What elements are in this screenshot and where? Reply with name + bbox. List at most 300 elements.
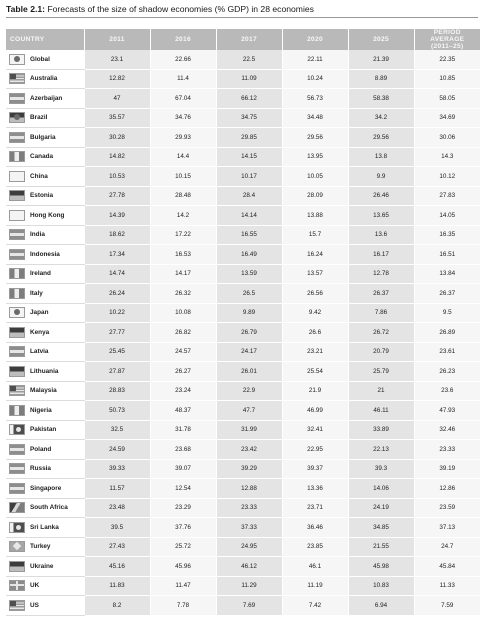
value-cell-2025: 13.8 [348, 147, 414, 167]
header-2020: 2020 [282, 29, 348, 50]
table-row [6, 50, 480, 69]
value-cell-2011: 26.24 [84, 284, 150, 304]
sri-lanka-flag-icon [9, 522, 25, 533]
japan-flag-icon [9, 307, 25, 318]
country-cell [6, 128, 84, 148]
value-cell-2011: 39.5 [84, 518, 150, 538]
value-cell-2017: 37.33 [216, 518, 282, 538]
value-cell-2011: 35.57 [84, 108, 150, 128]
country-cell [6, 498, 84, 518]
country-cell [6, 459, 84, 479]
value-cell-2011: 12.82 [84, 69, 150, 89]
country-name: Poland [30, 445, 52, 453]
value-cell-2016: 26.82 [150, 323, 216, 343]
value-cell-2016: 10.08 [150, 303, 216, 323]
value-cell-2020: 46.1 [282, 557, 348, 577]
value-cell-2016: 14.17 [150, 264, 216, 284]
country-cell [6, 537, 84, 557]
country-cell [6, 264, 84, 284]
value-cell-2025: 46.11 [348, 401, 414, 421]
header-2011: 2011 [84, 29, 150, 50]
indonesia-flag-icon [9, 249, 25, 260]
value-cell-period-average: 14.05 [414, 206, 480, 226]
value-cell-period-average: 7.59 [414, 596, 480, 616]
header-2025: 2025 [348, 29, 414, 50]
value-cell-2017: 23.33 [216, 498, 282, 518]
value-cell-2017: 11.09 [216, 69, 282, 89]
value-cell-2011: 27.43 [84, 537, 150, 557]
value-cell-period-average: 12.86 [414, 479, 480, 499]
value-cell-2025: 10.83 [348, 576, 414, 596]
country-name: Italy [30, 289, 43, 297]
value-cell-2017: 14.14 [216, 206, 282, 226]
country-name: Turkey [30, 543, 51, 551]
value-cell-2020: 23.21 [282, 342, 348, 362]
country-name: Ukraine [30, 562, 54, 570]
table-row [6, 479, 480, 499]
value-cell-2016: 14.4 [150, 147, 216, 167]
value-cell-2016: 11.4 [150, 69, 216, 89]
estonia-flag-icon [9, 190, 25, 201]
country-cell [6, 420, 84, 440]
value-cell-2017: 11.29 [216, 576, 282, 596]
value-cell-2025: 45.98 [348, 557, 414, 577]
table-row [6, 381, 480, 401]
value-cell-2020: 15.7 [282, 225, 348, 245]
value-cell-2025: 9.9 [348, 167, 414, 187]
value-cell-period-average: 37.13 [414, 518, 480, 538]
value-cell-2017: 10.17 [216, 167, 282, 187]
country-name: Japan [30, 309, 49, 317]
ireland-flag-icon [9, 268, 25, 279]
table-row [6, 303, 480, 323]
country-cell [6, 381, 84, 401]
value-cell-2016: 24.57 [150, 342, 216, 362]
country-cell [6, 440, 84, 460]
value-cell-2020: 28.09 [282, 186, 348, 206]
value-cell-2011: 32.5 [84, 420, 150, 440]
header-country: COUNTRY [6, 29, 84, 50]
value-cell-2011: 11.83 [84, 576, 150, 596]
value-cell-2011: 45.16 [84, 557, 150, 577]
globe-flag-icon [9, 54, 25, 65]
value-cell-2017: 46.12 [216, 557, 282, 577]
value-cell-period-average: 58.05 [414, 89, 480, 109]
value-cell-2020: 10.05 [282, 167, 348, 187]
kenya-flag-icon [9, 327, 25, 338]
value-cell-period-average: 27.83 [414, 186, 480, 206]
country-cell [6, 557, 84, 577]
value-cell-2020: 7.42 [282, 596, 348, 616]
value-cell-2016: 11.47 [150, 576, 216, 596]
value-cell-2017: 47.7 [216, 401, 282, 421]
value-cell-2016: 10.15 [150, 167, 216, 187]
table-row [6, 498, 480, 518]
value-cell-period-average: 32.46 [414, 420, 480, 440]
value-cell-2011: 39.33 [84, 459, 150, 479]
value-cell-2011: 11.57 [84, 479, 150, 499]
uk-flag-icon [9, 580, 25, 591]
country-cell [6, 479, 84, 499]
country-cell [6, 342, 84, 362]
value-cell-2016: 48.37 [150, 401, 216, 421]
value-cell-period-average: 10.85 [414, 69, 480, 89]
value-cell-2025: 13.6 [348, 225, 414, 245]
country-name: Lithuania [30, 367, 59, 375]
value-cell-2020: 26.6 [282, 323, 348, 343]
country-cell [6, 401, 84, 421]
value-cell-2016: 39.07 [150, 459, 216, 479]
value-cell-2016: 28.48 [150, 186, 216, 206]
value-cell-2017: 26.01 [216, 362, 282, 382]
value-cell-2020: 56.73 [282, 89, 348, 109]
country-cell [6, 69, 84, 89]
country-name: Pakistan [30, 426, 57, 434]
value-cell-2025: 20.79 [348, 342, 414, 362]
header-period-average: PERIOD AVERAGE (2011–25) [414, 29, 480, 50]
table-row [6, 518, 480, 538]
value-cell-period-average: 16.51 [414, 245, 480, 265]
country-cell [6, 576, 84, 596]
malaysia-flag-icon [9, 385, 25, 396]
value-cell-period-average: 39.19 [414, 459, 480, 479]
value-cell-period-average: 14.3 [414, 147, 480, 167]
value-cell-2025: 7.86 [348, 303, 414, 323]
table-caption [6, 3, 478, 18]
value-cell-2016: 31.78 [150, 420, 216, 440]
header-2017: 2017 [216, 29, 282, 50]
value-cell-2020: 9.42 [282, 303, 348, 323]
country-name: India [30, 231, 45, 239]
value-cell-2025: 12.78 [348, 264, 414, 284]
value-cell-2025: 26.72 [348, 323, 414, 343]
table-row [6, 69, 480, 89]
table-row [6, 576, 480, 596]
value-cell-2017: 23.42 [216, 440, 282, 460]
value-cell-2017: 26.79 [216, 323, 282, 343]
value-cell-2011: 25.45 [84, 342, 150, 362]
nigeria-flag-icon [9, 405, 25, 416]
value-cell-2016: 37.76 [150, 518, 216, 538]
value-cell-2016: 34.76 [150, 108, 216, 128]
value-cell-period-average: 26.37 [414, 284, 480, 304]
value-cell-2011: 28.83 [84, 381, 150, 401]
value-cell-2016: 45.96 [150, 557, 216, 577]
country-name: Global [30, 55, 50, 63]
value-cell-2025: 8.89 [348, 69, 414, 89]
value-cell-2017: 16.55 [216, 225, 282, 245]
value-cell-period-average: 23.33 [414, 440, 480, 460]
country-name: Australia [30, 75, 58, 83]
table-row [6, 596, 480, 616]
value-cell-2016: 14.2 [150, 206, 216, 226]
value-cell-2020: 10.24 [282, 69, 348, 89]
value-cell-2011: 27.87 [84, 362, 150, 382]
country-cell [6, 147, 84, 167]
value-cell-2011: 10.53 [84, 167, 150, 187]
header-2016: 2016 [150, 29, 216, 50]
value-cell-2016: 12.54 [150, 479, 216, 499]
value-cell-2017: 29.85 [216, 128, 282, 148]
value-cell-2011: 30.28 [84, 128, 150, 148]
table-row [6, 264, 480, 284]
australia-flag-icon [9, 73, 25, 84]
value-cell-period-average: 9.5 [414, 303, 480, 323]
ukraine-flag-icon [9, 561, 25, 572]
value-cell-2025: 13.65 [348, 206, 414, 226]
value-cell-2017: 22.5 [216, 50, 282, 69]
country-cell [6, 108, 84, 128]
table-row [6, 186, 480, 206]
italy-flag-icon [9, 288, 25, 299]
value-cell-2025: 21.39 [348, 50, 414, 69]
value-cell-2020: 29.56 [282, 128, 348, 148]
value-cell-2011: 47 [84, 89, 150, 109]
value-cell-period-average: 22.35 [414, 50, 480, 69]
value-cell-2011: 27.78 [84, 186, 150, 206]
country-name: UK [30, 582, 40, 590]
country-name: Brazil [30, 114, 48, 122]
latvia-flag-icon [9, 346, 25, 357]
value-cell-2020: 46.99 [282, 401, 348, 421]
value-cell-period-average: 23.59 [414, 498, 480, 518]
country-name: China [30, 172, 48, 180]
value-cell-2020: 32.41 [282, 420, 348, 440]
value-cell-2016: 16.53 [150, 245, 216, 265]
value-cell-2020: 13.36 [282, 479, 348, 499]
table-row [6, 459, 480, 479]
pakistan-flag-icon [9, 424, 25, 435]
country-cell [6, 518, 84, 538]
country-name: Kenya [30, 328, 50, 336]
value-cell-2020: 13.95 [282, 147, 348, 167]
country-cell [6, 89, 84, 109]
country-name: Azerbaijan [30, 94, 63, 102]
table-row [6, 108, 480, 128]
value-cell-period-average: 16.35 [414, 225, 480, 245]
value-cell-2025: 26.46 [348, 186, 414, 206]
value-cell-2011: 27.77 [84, 323, 150, 343]
table-row [6, 167, 480, 187]
table-row [6, 206, 480, 226]
lithuania-flag-icon [9, 366, 25, 377]
country-cell [6, 167, 84, 187]
value-cell-2025: 34.85 [348, 518, 414, 538]
country-cell [6, 186, 84, 206]
table-row [6, 284, 480, 304]
south-africa-flag-icon [9, 502, 25, 513]
value-cell-2025: 25.79 [348, 362, 414, 382]
value-cell-2025: 21.55 [348, 537, 414, 557]
value-cell-2016: 7.78 [150, 596, 216, 616]
value-cell-2025: 16.17 [348, 245, 414, 265]
country-cell [6, 50, 84, 69]
value-cell-2020: 16.24 [282, 245, 348, 265]
country-cell [6, 225, 84, 245]
table-row [6, 89, 480, 109]
country-name: Sri Lanka [30, 523, 59, 531]
value-cell-period-average: 34.69 [414, 108, 480, 128]
table-row [6, 537, 480, 557]
value-cell-2020: 26.56 [282, 284, 348, 304]
value-cell-2017: 24.95 [216, 537, 282, 557]
country-cell [6, 303, 84, 323]
value-cell-2025: 58.38 [348, 89, 414, 109]
value-cell-2017: 7.69 [216, 596, 282, 616]
shadow-economy-table [6, 29, 480, 616]
value-cell-2017: 31.99 [216, 420, 282, 440]
value-cell-2016: 26.32 [150, 284, 216, 304]
value-cell-2017: 14.15 [216, 147, 282, 167]
value-cell-2017: 28.4 [216, 186, 282, 206]
country-name: Indonesia [30, 250, 60, 258]
value-cell-2025: 14.06 [348, 479, 414, 499]
value-cell-2016: 23.68 [150, 440, 216, 460]
table-row [6, 557, 480, 577]
value-cell-period-average: 30.06 [414, 128, 480, 148]
value-cell-2017: 16.49 [216, 245, 282, 265]
value-cell-period-average: 26.89 [414, 323, 480, 343]
value-cell-period-average: 23.61 [414, 342, 480, 362]
value-cell-2025: 34.2 [348, 108, 414, 128]
table-header-row [6, 29, 480, 50]
value-cell-period-average: 47.93 [414, 401, 480, 421]
value-cell-2016: 26.27 [150, 362, 216, 382]
value-cell-period-average: 24.7 [414, 537, 480, 557]
value-cell-2025: 26.37 [348, 284, 414, 304]
value-cell-2011: 14.74 [84, 264, 150, 284]
poland-flag-icon [9, 444, 25, 455]
value-cell-period-average: 45.84 [414, 557, 480, 577]
value-cell-2017: 34.75 [216, 108, 282, 128]
value-cell-2025: 22.13 [348, 440, 414, 460]
value-cell-2025: 39.3 [348, 459, 414, 479]
brazil-flag-icon [9, 112, 25, 123]
country-name: Russia [30, 465, 51, 473]
russia-flag-icon [9, 463, 25, 474]
value-cell-2011: 17.34 [84, 245, 150, 265]
value-cell-2025: 24.19 [348, 498, 414, 518]
country-cell [6, 245, 84, 265]
value-cell-2017: 26.5 [216, 284, 282, 304]
value-cell-2017: 12.88 [216, 479, 282, 499]
country-name: Malaysia [30, 387, 57, 395]
country-name: Nigeria [30, 406, 52, 414]
table-row [6, 342, 480, 362]
country-cell [6, 596, 84, 616]
table-row [6, 323, 480, 343]
value-cell-2017: 13.59 [216, 264, 282, 284]
table-row [6, 225, 480, 245]
value-cell-2020: 11.19 [282, 576, 348, 596]
azerbaijan-flag-icon [9, 93, 25, 104]
india-flag-icon [9, 229, 25, 240]
country-name: Hong Kong [30, 211, 65, 219]
value-cell-2020: 22.95 [282, 440, 348, 460]
value-cell-2011: 8.2 [84, 596, 150, 616]
value-cell-2011: 23.48 [84, 498, 150, 518]
value-cell-2020: 22.11 [282, 50, 348, 69]
value-cell-2016: 22.66 [150, 50, 216, 69]
country-cell [6, 323, 84, 343]
table-body [6, 50, 480, 615]
country-name: Canada [30, 153, 54, 161]
table-row [6, 128, 480, 148]
turkey-flag-icon [9, 541, 25, 552]
table-row [6, 401, 480, 421]
table-row [6, 420, 480, 440]
caption-text: Forecasts of the size of shadow economies (% GDP) in 28 economies [45, 4, 314, 14]
value-cell-2017: 22.9 [216, 381, 282, 401]
country-cell [6, 284, 84, 304]
value-cell-2011: 50.73 [84, 401, 150, 421]
country-name: South Africa [30, 504, 68, 512]
bulgaria-flag-icon [9, 132, 25, 143]
country-cell [6, 362, 84, 382]
value-cell-period-average: 10.12 [414, 167, 480, 187]
value-cell-2017: 24.17 [216, 342, 282, 362]
value-cell-2020: 23.71 [282, 498, 348, 518]
value-cell-2020: 34.48 [282, 108, 348, 128]
value-cell-2020: 23.85 [282, 537, 348, 557]
value-cell-2016: 29.93 [150, 128, 216, 148]
value-cell-2017: 66.12 [216, 89, 282, 109]
country-cell [6, 206, 84, 226]
value-cell-2011: 14.39 [84, 206, 150, 226]
value-cell-period-average: 13.84 [414, 264, 480, 284]
singapore-flag-icon [9, 483, 25, 494]
value-cell-period-average: 11.33 [414, 576, 480, 596]
value-cell-2020: 13.57 [282, 264, 348, 284]
value-cell-2011: 24.59 [84, 440, 150, 460]
table-row [6, 440, 480, 460]
value-cell-2011: 10.22 [84, 303, 150, 323]
value-cell-2025: 29.56 [348, 128, 414, 148]
value-cell-2020: 13.88 [282, 206, 348, 226]
country-name: Singapore [30, 484, 62, 492]
us-flag-icon [9, 600, 25, 611]
value-cell-2011: 18.62 [84, 225, 150, 245]
value-cell-2020: 21.9 [282, 381, 348, 401]
country-name: Ireland [30, 270, 51, 278]
country-name: Latvia [30, 348, 49, 356]
value-cell-2025: 6.94 [348, 596, 414, 616]
value-cell-2025: 33.89 [348, 420, 414, 440]
value-cell-2017: 39.29 [216, 459, 282, 479]
value-cell-2016: 23.24 [150, 381, 216, 401]
china-flag-icon [9, 171, 25, 182]
value-cell-2016: 25.72 [150, 537, 216, 557]
value-cell-2020: 25.54 [282, 362, 348, 382]
value-cell-2011: 23.1 [84, 50, 150, 69]
table-row [6, 245, 480, 265]
caption-label: Table 2.1: [6, 4, 46, 14]
table-row [6, 362, 480, 382]
value-cell-2020: 39.37 [282, 459, 348, 479]
value-cell-2017: 9.89 [216, 303, 282, 323]
value-cell-2025: 21 [348, 381, 414, 401]
value-cell-2016: 67.04 [150, 89, 216, 109]
canada-flag-icon [9, 151, 25, 162]
country-name: US [30, 601, 39, 609]
value-cell-period-average: 26.23 [414, 362, 480, 382]
value-cell-2016: 17.22 [150, 225, 216, 245]
table-row [6, 147, 480, 167]
value-cell-2020: 36.46 [282, 518, 348, 538]
hong-kong-flag-icon [9, 210, 25, 221]
value-cell-2016: 23.29 [150, 498, 216, 518]
value-cell-2011: 14.82 [84, 147, 150, 167]
